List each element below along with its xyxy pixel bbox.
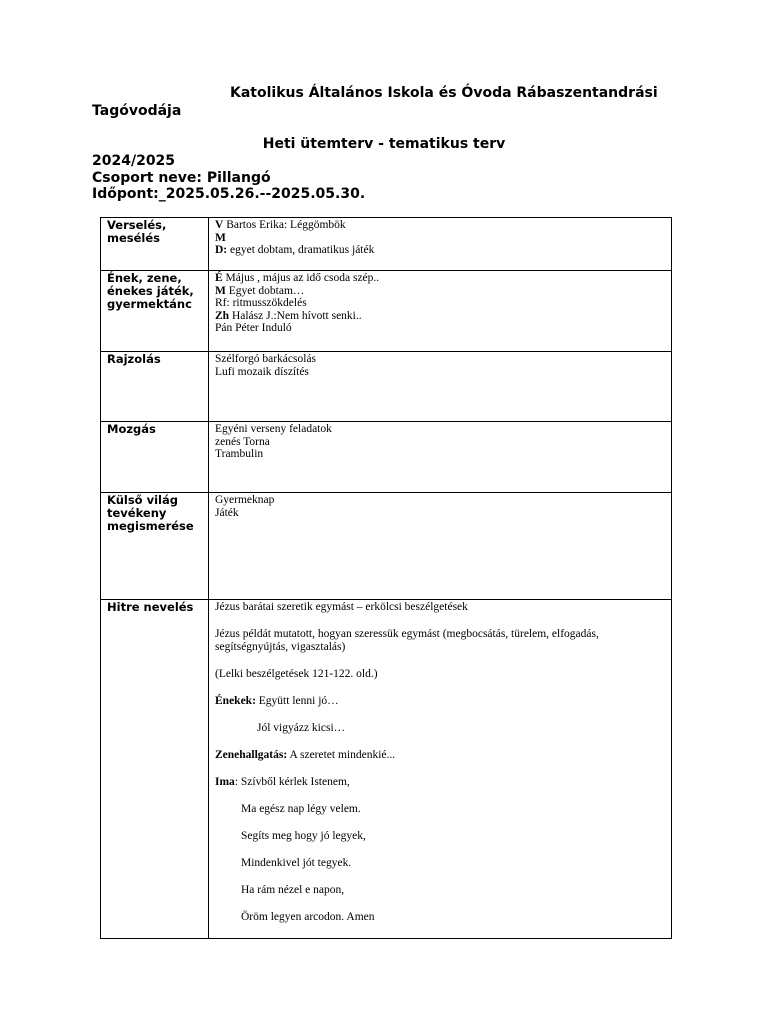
content-paragraph: Öröm legyen arcodon. Amen bbox=[241, 911, 375, 923]
content-paragraph: Ha rám nézel e napon, bbox=[241, 884, 345, 896]
weekly-plan-table bbox=[100, 217, 672, 939]
time-period: Időpont:_2025.05.26.--2025.05.30. bbox=[92, 186, 366, 202]
content-line: zenés Torna bbox=[215, 435, 270, 448]
content-paragraph: Mindenkivel jót tegyek. bbox=[241, 857, 352, 869]
content-line: Rf: ritmusszökdelés bbox=[215, 297, 307, 309]
content-paragraph: Ma egész nap légy velem. bbox=[241, 803, 361, 815]
table-row bbox=[101, 600, 672, 939]
row-content bbox=[209, 422, 672, 493]
content-line: M Egyet dobtam… bbox=[215, 284, 305, 297]
content-paragraph: Zenehallgatás: A szeretet mindenkié... bbox=[215, 749, 396, 761]
content-paragraph: Jól vigyázz kicsi… bbox=[257, 722, 346, 734]
content-line: Trambulin bbox=[215, 448, 264, 460]
row-content bbox=[209, 600, 672, 939]
table-row bbox=[101, 352, 672, 422]
content-line: Szélforgó barkácsolás bbox=[215, 353, 317, 365]
content-paragraph: Jézus barátai szeretik egymást – erkölcsi beszélgetések bbox=[215, 601, 468, 613]
row-label: Verselés, mesélés bbox=[101, 218, 209, 271]
row-label: Hitre nevelés bbox=[101, 600, 209, 939]
row-label: Mozgás bbox=[101, 422, 209, 493]
content-paragraph: Ima: Szívből kérlek Istenem, bbox=[215, 776, 350, 788]
content-paragraph: Segíts meg hogy jó legyek, bbox=[241, 830, 366, 842]
school-year: 2024/2025 bbox=[92, 153, 176, 169]
content-line: Gyermeknap bbox=[215, 494, 275, 506]
content-line: Pán Péter Induló bbox=[215, 322, 292, 334]
row-label: Külső világ tevékeny megismerése bbox=[101, 493, 209, 600]
content-line: Játék bbox=[215, 506, 239, 519]
content-line: É Május , május az idő csoda szép.. bbox=[215, 272, 380, 284]
table-row bbox=[101, 271, 672, 352]
content-line: Zh Halász J.:Nem hívott senki.. bbox=[215, 309, 362, 322]
plan-title: Heti ütemterv - tematikus terv bbox=[262, 136, 506, 152]
row-content bbox=[209, 352, 672, 422]
content-line: M bbox=[215, 231, 226, 244]
content-line: V Bartos Erika: Léggömbök bbox=[215, 219, 346, 231]
group-name: Csoport neve: Pillangó bbox=[92, 169, 271, 186]
row-content bbox=[209, 218, 672, 271]
school-name-line2: Tagóvodája bbox=[92, 103, 182, 119]
table-row bbox=[101, 422, 672, 493]
row-content bbox=[209, 271, 672, 352]
table-row bbox=[101, 218, 672, 271]
content-paragraph: Jézus példát mutatott, hogyan szeressük egymást (megbocsátás, türelem, elfogadás, segítségnyújtás, vigasztalás) bbox=[215, 628, 599, 653]
row-label: Rajzolás bbox=[101, 352, 209, 422]
table-row bbox=[101, 493, 672, 600]
content-line: D: egyet dobtam, dramatikus játék bbox=[215, 244, 375, 256]
content-paragraph: (Lelki beszélgetések 121-122. old.) bbox=[215, 668, 378, 680]
row-content bbox=[209, 493, 672, 600]
plan-meta bbox=[92, 153, 365, 203]
content-line: Lufi mozaik díszítés bbox=[215, 365, 309, 378]
row-label: Ének, zene, énekes játék, gyermektánc bbox=[101, 271, 209, 352]
content-paragraph: Énekek: Együtt lenni jó… bbox=[215, 695, 339, 707]
school-name-line1: Katolikus Általános Iskola és Óvoda Rábaszentandrási bbox=[230, 85, 658, 101]
content-line: Egyéni verseny feladatok bbox=[215, 423, 332, 435]
